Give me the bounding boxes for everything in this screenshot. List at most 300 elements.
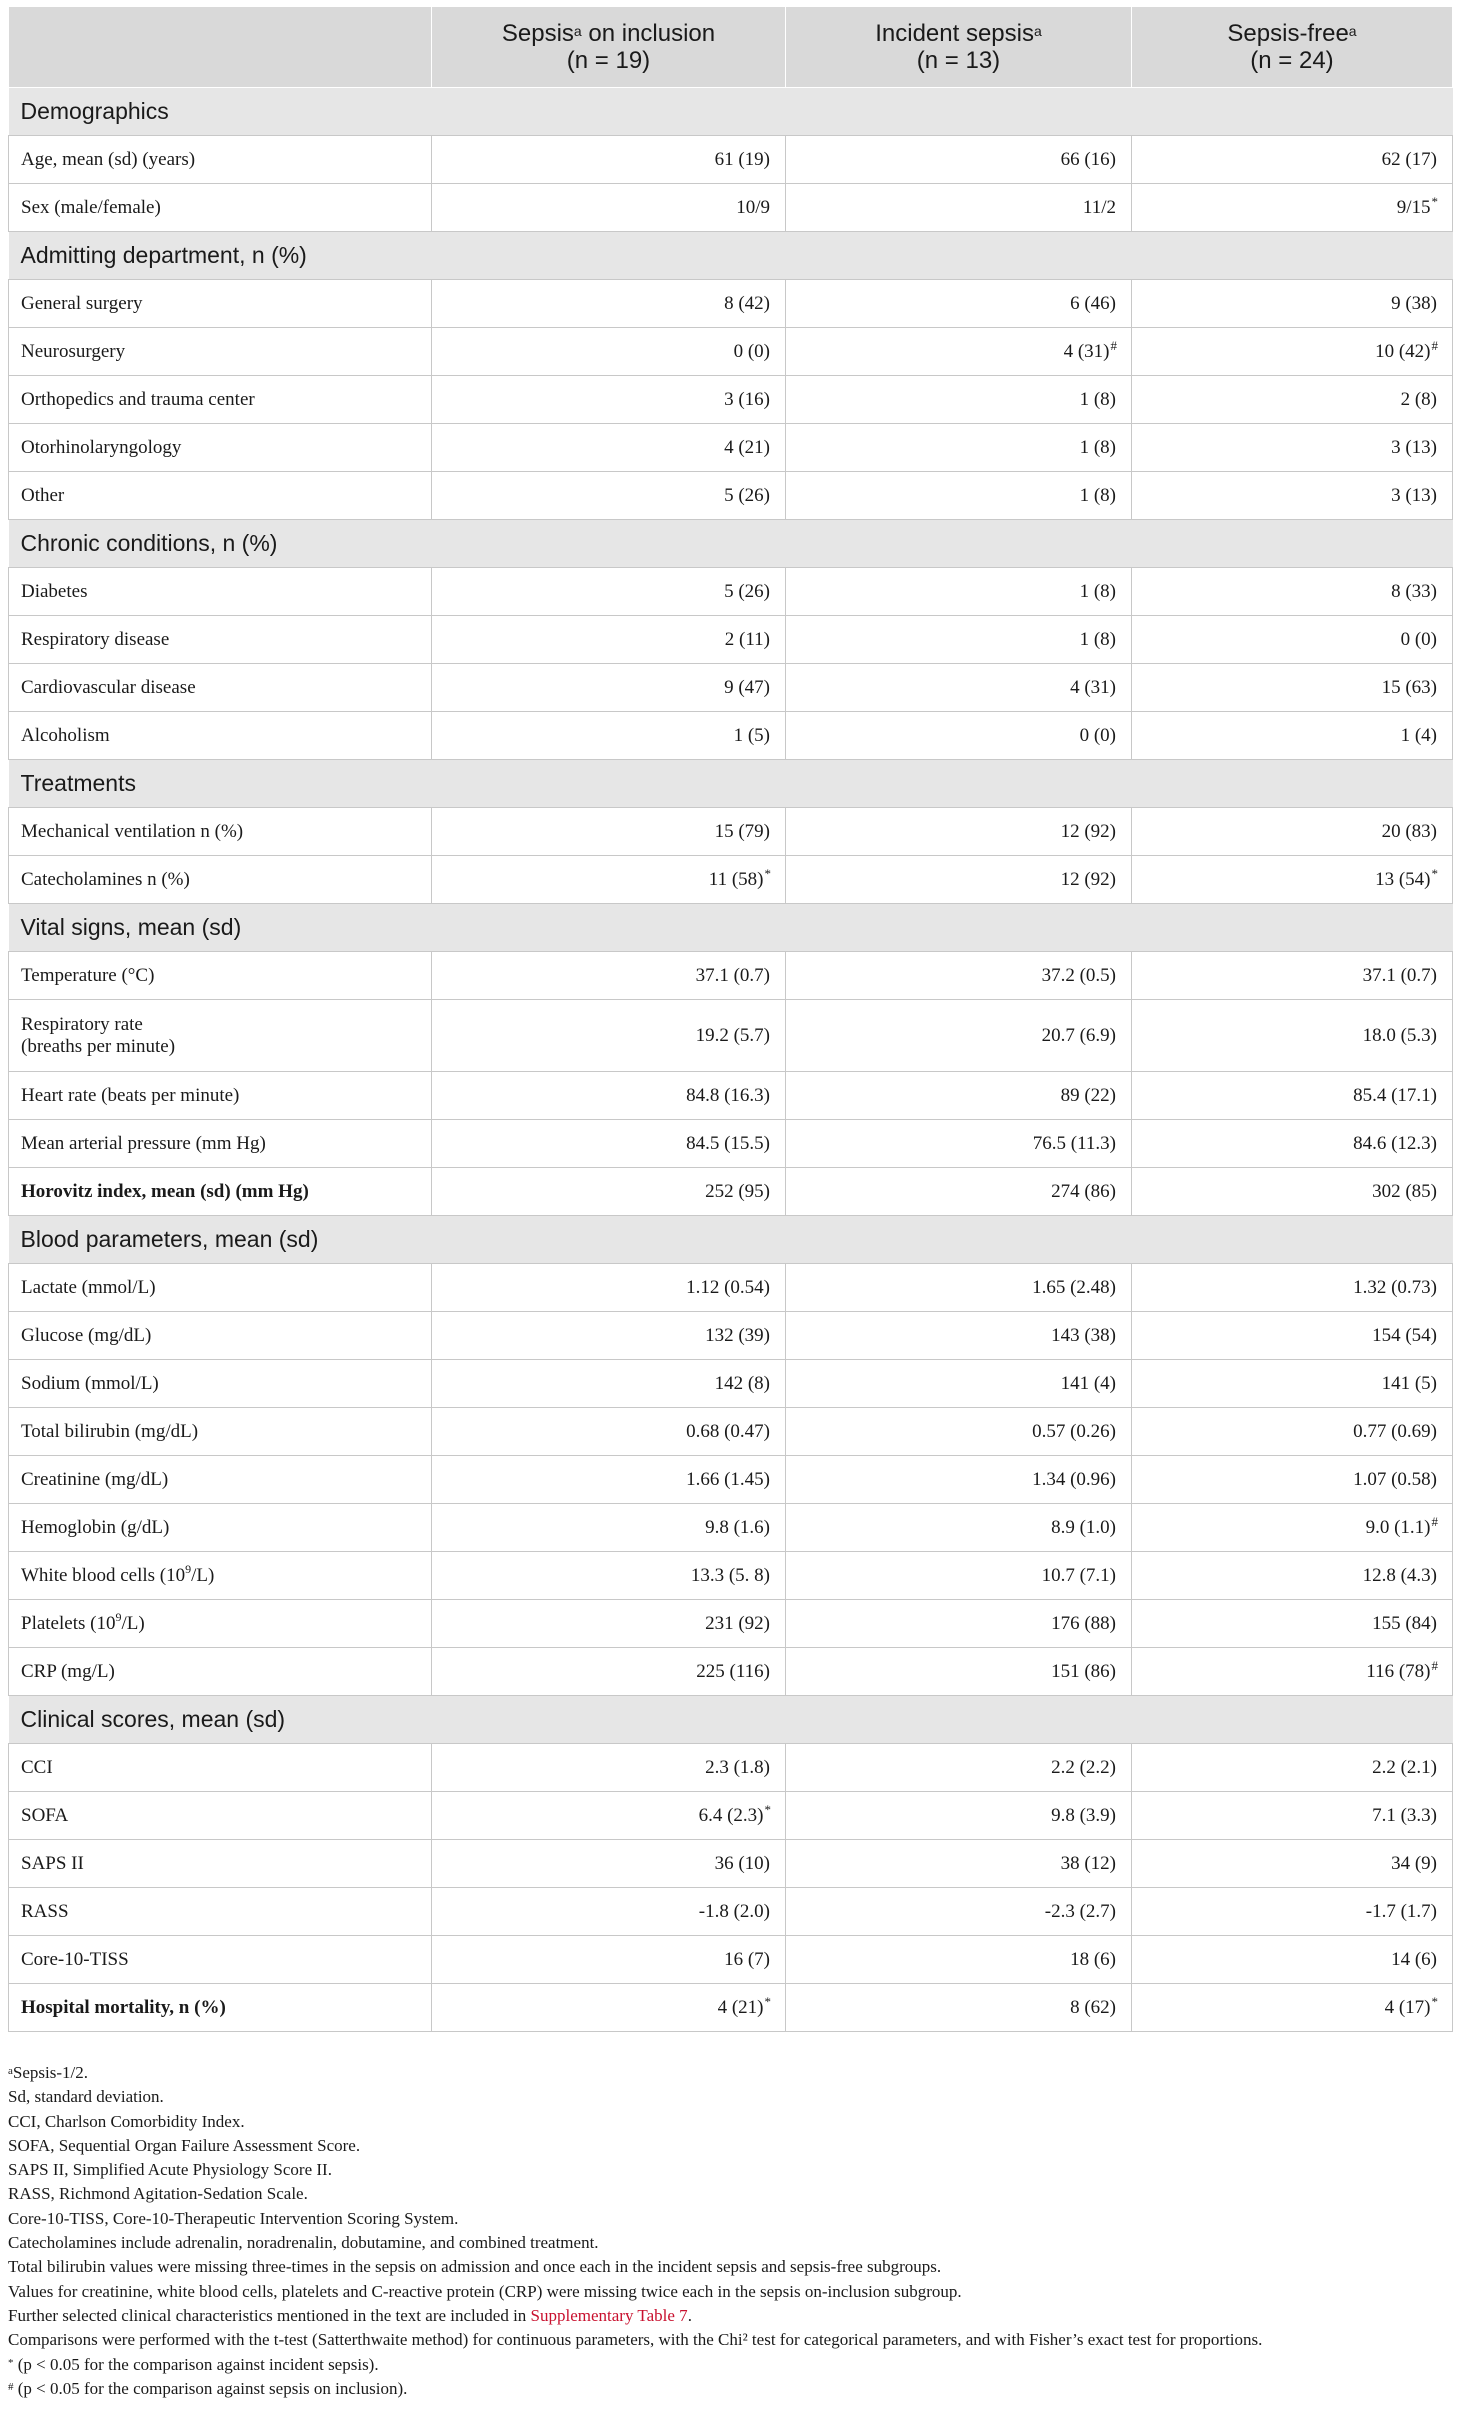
cell-value-text: 4 (31) <box>1063 340 1110 362</box>
cell-value-text: -1.7 (1.7) <box>1365 1900 1437 1922</box>
row-label <box>9 856 432 904</box>
cell-value-text: 132 (39) <box>705 1324 770 1346</box>
row-label-text: Glucose (mg/dL) <box>21 1324 152 1346</box>
column-header <box>9 7 432 88</box>
significance-marker: * <box>1431 1993 1438 2009</box>
row-label-text: SOFA <box>21 1804 69 1826</box>
row-label <box>9 1984 432 2032</box>
cell-value-text: 9.0 (1.1) <box>1365 1516 1431 1538</box>
footnote-text: Sd, standard deviation. <box>8 2087 164 2107</box>
cell-value <box>432 1792 786 1840</box>
cell-value <box>432 1984 786 2032</box>
cell-value <box>432 568 786 616</box>
cell-value <box>786 280 1132 328</box>
cell-value <box>1132 808 1453 856</box>
row-label-text: RASS <box>21 1900 69 1922</box>
footnote-text: (p < 0.05 for the comparison against sepsis on inclusion). <box>13 2378 408 2398</box>
cell-value-text: 1 (8) <box>1079 580 1116 602</box>
table-row <box>9 1168 1453 1216</box>
cell-value <box>432 616 786 664</box>
row-label <box>9 1600 432 1648</box>
footnote-text: Further selected clinical characteristics mentioned in the text are included in <box>8 2305 531 2325</box>
footnote-text: Values for creatinine, white blood cells, platelets and C-reactive protein (CRP) were missing twice each in the sepsis on-inclusion subgroup. <box>8 2281 962 2301</box>
cell-value <box>786 1648 1132 1696</box>
row-label-text: Core-10-TISS <box>21 1948 129 1970</box>
cell-value <box>786 472 1132 520</box>
cell-value <box>1132 856 1453 904</box>
table-row <box>9 1408 1453 1456</box>
cell-value <box>432 424 786 472</box>
cell-value <box>432 328 786 376</box>
section-title: Demographics <box>9 88 1453 136</box>
cell-value-text: 3 (13) <box>1391 484 1437 506</box>
cell-value <box>432 952 786 1000</box>
row-label-text: Temperature (°C) <box>21 964 155 986</box>
row-label <box>9 1408 432 1456</box>
cell-value <box>432 1936 786 1984</box>
cell-value <box>1132 1744 1453 1792</box>
cell-value-text: 20 (83) <box>1381 820 1437 842</box>
cell-value <box>786 1000 1132 1072</box>
section-title: Blood parameters, mean (sd) <box>9 1216 1453 1264</box>
cell-value <box>1132 328 1453 376</box>
row-label-text: Mechanical ventilation n (%) <box>21 820 244 842</box>
cell-value-text: 84.8 (16.3) <box>686 1084 770 1106</box>
cell-value-text: 302 (85) <box>1372 1180 1437 1202</box>
cell-value <box>432 808 786 856</box>
cell-value-text: 2 (11) <box>724 628 770 650</box>
significance-marker: * <box>1431 193 1438 209</box>
section-title: Admitting department, n (%) <box>9 232 1453 280</box>
cell-value-text: 4 (21) <box>717 1996 764 2018</box>
cell-value-text: 1.34 (0.96) <box>1032 1468 1116 1490</box>
cell-value-text: 4 (21) <box>724 436 770 458</box>
cell-value <box>786 1600 1132 1648</box>
row-label-text: Age, mean (sd) (years) <box>21 148 196 170</box>
cell-value-text: 1 (8) <box>1079 628 1116 650</box>
cell-value-text: 2 (8) <box>1400 388 1437 410</box>
row-label-text: Total bilirubin (mg/dL) <box>21 1420 199 1442</box>
cell-value-text: 4 (17) <box>1384 1996 1431 2018</box>
table-row <box>9 712 1453 760</box>
significance-marker: * <box>764 865 771 881</box>
cell-value-text: 9 (38) <box>1391 292 1437 314</box>
cell-value-text: 18.0 (5.3) <box>1362 1024 1437 1046</box>
cell-value-text: 2.3 (1.8) <box>705 1756 770 1778</box>
cell-value-text: 155 (84) <box>1372 1612 1437 1634</box>
table-row <box>9 1600 1453 1648</box>
cell-value <box>786 1504 1132 1552</box>
section-row <box>9 904 1453 952</box>
footnote <box>8 2304 1452 2328</box>
table-row <box>9 1312 1453 1360</box>
cell-value-text: 154 (54) <box>1372 1324 1437 1346</box>
table-row <box>9 856 1453 904</box>
footnote <box>8 2231 1452 2255</box>
row-label <box>9 184 432 232</box>
table-row <box>9 808 1453 856</box>
cell-value <box>432 1648 786 1696</box>
cell-value <box>786 712 1132 760</box>
cell-value <box>786 1552 1132 1600</box>
cell-value <box>786 1072 1132 1120</box>
cell-value-text: 66 (16) <box>1060 148 1116 170</box>
footnote <box>8 2353 1452 2377</box>
cell-value <box>1132 136 1453 184</box>
cell-value-text: 1.32 (0.73) <box>1353 1276 1437 1298</box>
cell-value-text: 10/9 <box>736 196 770 218</box>
footnote <box>8 2134 1452 2158</box>
cell-value-text: 89 (22) <box>1060 1084 1116 1106</box>
row-label-text: Lactate (mmol/L) <box>21 1276 156 1298</box>
cell-value <box>1132 1984 1453 2032</box>
footnote-text: CCI, Charlson Comorbidity Index. <box>8 2111 245 2131</box>
footnote-text: Sepsis-1/2. <box>12 2063 88 2082</box>
table-row <box>9 1072 1453 1120</box>
cell-value <box>1132 1936 1453 1984</box>
cell-value <box>1132 1456 1453 1504</box>
cell-value-text: 231 (92) <box>705 1612 770 1634</box>
cell-value <box>432 856 786 904</box>
table-row <box>9 1264 1453 1312</box>
row-label <box>9 472 432 520</box>
cell-value <box>1132 664 1453 712</box>
cell-value-text: 141 (5) <box>1381 1372 1437 1394</box>
row-label <box>9 1312 432 1360</box>
row-label-text: Cardiovascular disease <box>21 676 196 698</box>
table-row <box>9 616 1453 664</box>
row-label <box>9 1168 432 1216</box>
footnote-text: Catecholamines include adrenalin, noradrenalin, dobutamine, and combined treatment. <box>8 2233 599 2253</box>
row-label <box>9 1840 432 1888</box>
cell-value <box>786 664 1132 712</box>
cell-value-text: 14 (6) <box>1391 1948 1437 1970</box>
table-row <box>9 1840 1453 1888</box>
row-label <box>9 1360 432 1408</box>
cell-value-text: 76.5 (11.3) <box>1032 1132 1116 1154</box>
cell-value-text: 11/2 <box>1082 196 1116 218</box>
footnote-symbol: a <box>8 2065 13 2077</box>
cell-value <box>786 568 1132 616</box>
cell-value <box>432 136 786 184</box>
row-label <box>9 616 432 664</box>
row-label-text: Hospital mortality, n (%) <box>21 1996 226 2018</box>
row-label-text: Alcoholism <box>21 724 110 746</box>
cell-value <box>1132 280 1453 328</box>
row-label <box>9 952 432 1000</box>
cell-value <box>786 1168 1132 1216</box>
cell-value <box>1132 568 1453 616</box>
significance-marker: # <box>1110 337 1117 353</box>
row-label <box>9 664 432 712</box>
cell-value <box>432 1840 786 1888</box>
row-label-text: Neurosurgery <box>21 340 126 362</box>
cell-value-text: 1.65 (2.48) <box>1032 1276 1116 1298</box>
row-label-post: /L) <box>191 1564 215 1586</box>
table-row <box>9 1936 1453 1984</box>
table-row <box>9 472 1453 520</box>
cell-value <box>432 1000 786 1072</box>
row-label-text: Sodium (mmol/L) <box>21 1372 159 1394</box>
cell-value <box>786 1408 1132 1456</box>
column-header <box>1132 7 1453 88</box>
cell-value-text: 13.3 (5. 8) <box>690 1564 770 1586</box>
footnote-symbol: # <box>8 2380 14 2393</box>
significance-marker: # <box>1431 1657 1438 1673</box>
footnote-text: (p < 0.05 for the comparison against incident sepsis). <box>13 2354 379 2374</box>
cell-value-text: 36 (10) <box>714 1852 770 1874</box>
cell-value-text: 1.66 (1.45) <box>686 1468 770 1490</box>
cell-value <box>1132 1360 1453 1408</box>
row-label <box>9 1120 432 1168</box>
cell-value <box>1132 1504 1453 1552</box>
cell-value-text: 5 (26) <box>724 580 770 602</box>
cell-value <box>1132 1840 1453 1888</box>
table-row <box>9 1648 1453 1696</box>
cell-value <box>786 1744 1132 1792</box>
cell-value <box>786 376 1132 424</box>
row-label-text: CCI <box>21 1756 53 1778</box>
column-header-sup: a <box>1033 23 1042 39</box>
cell-value <box>1132 952 1453 1000</box>
cell-value-text: 252 (95) <box>705 1180 770 1202</box>
table-row <box>9 952 1453 1000</box>
row-label-text: General surgery <box>21 292 143 314</box>
cell-value-text: 143 (38) <box>1051 1324 1116 1346</box>
cell-value <box>432 1120 786 1168</box>
footnote <box>8 2110 1452 2134</box>
cell-value-text: 16 (7) <box>724 1948 770 1970</box>
row-label <box>9 280 432 328</box>
row-label-text: Respiratory disease <box>21 628 170 650</box>
row-label <box>9 1792 432 1840</box>
cell-value-text: 1 (5) <box>733 724 770 746</box>
footnote-text: Total bilirubin values were missing three-times in the sepsis on admission and once each in the incident sepsis and sepsis-free subgroups. <box>8 2257 942 2277</box>
cell-value-text: 12 (92) <box>1060 868 1116 890</box>
column-header-post: on inclusion <box>581 20 716 47</box>
cell-value-text: 10.7 (7.1) <box>1041 1564 1116 1586</box>
cell-value <box>432 1600 786 1648</box>
cell-value <box>432 184 786 232</box>
table-row <box>9 1456 1453 1504</box>
column-header-n: (n = 24) <box>1250 47 1334 74</box>
section-title: Clinical scores, mean (sd) <box>9 1696 1453 1744</box>
cell-value <box>786 1360 1132 1408</box>
row-label <box>9 568 432 616</box>
row-label <box>9 1000 432 1072</box>
cell-value-text: 3 (13) <box>1391 436 1437 458</box>
row-label-text: CRP (mg/L) <box>21 1660 115 1682</box>
cell-value-text: 8 (33) <box>1391 580 1437 602</box>
footnote <box>8 2158 1452 2182</box>
cell-value-text: 12 (92) <box>1060 820 1116 842</box>
cell-value-text: 37.2 (0.5) <box>1041 964 1116 986</box>
cell-value <box>1132 1888 1453 1936</box>
row-label-text: Platelets (10 <box>21 1612 116 1634</box>
table-row <box>9 376 1453 424</box>
cell-value <box>432 280 786 328</box>
table-row <box>9 1888 1453 1936</box>
cell-value-text: 4 (31) <box>1070 676 1116 698</box>
row-label <box>9 1072 432 1120</box>
cell-value <box>786 1264 1132 1312</box>
section-row <box>9 1216 1453 1264</box>
significance-marker: # <box>1431 1513 1438 1529</box>
footnote-text: SAPS II, Simplified Acute Physiology Score II. <box>8 2160 332 2180</box>
table-row <box>9 1504 1453 1552</box>
row-label-line2: (breaths per minute) <box>21 1035 176 1057</box>
cell-value <box>432 1168 786 1216</box>
cell-value-text: 61 (19) <box>714 148 770 170</box>
cell-value-text: 37.1 (0.7) <box>1362 964 1437 986</box>
footnote-text: Comparisons were performed with the t-test (Satterthwaite method) for continuous parameters, with the Chi² test for categorical parameters, and with Fisher’s exact test for proportions. <box>8 2330 1263 2350</box>
cell-value <box>432 376 786 424</box>
cell-value <box>786 1792 1132 1840</box>
significance-marker: # <box>1431 337 1438 353</box>
cell-value-text: 274 (86) <box>1051 1180 1116 1202</box>
cell-value <box>786 1312 1132 1360</box>
section-row <box>9 88 1453 136</box>
row-label <box>9 1456 432 1504</box>
row-label <box>9 1648 432 1696</box>
footnote <box>8 2061 1452 2085</box>
row-label-text: White blood cells (10 <box>21 1564 186 1586</box>
row-label-text: Diabetes <box>21 580 88 602</box>
table-footnotes <box>8 2061 1452 2401</box>
cell-value-text: 1 (8) <box>1079 388 1116 410</box>
cell-value-text: 141 (4) <box>1060 1372 1116 1394</box>
cell-value <box>1132 1312 1453 1360</box>
table-row <box>9 184 1453 232</box>
cell-value <box>786 1984 1132 2032</box>
significance-marker: * <box>764 1801 771 1817</box>
footnote-text-after: . <box>687 2305 692 2325</box>
cell-value-text: 6 (46) <box>1070 292 1116 314</box>
cell-value-text: 151 (86) <box>1051 1660 1116 1682</box>
row-label <box>9 1504 432 1552</box>
cell-value <box>432 712 786 760</box>
cell-value-text: 0.57 (0.26) <box>1032 1420 1116 1442</box>
table-row <box>9 280 1453 328</box>
cell-value <box>786 808 1132 856</box>
cell-value <box>432 1888 786 1936</box>
cell-value-text: 176 (88) <box>1051 1612 1116 1634</box>
cell-value-text: 20.7 (6.9) <box>1041 1024 1116 1046</box>
cell-value-text: 85.4 (17.1) <box>1353 1084 1437 1106</box>
row-label <box>9 328 432 376</box>
cell-value <box>1132 712 1453 760</box>
table-row <box>9 1744 1453 1792</box>
column-header-sup: a <box>573 23 582 39</box>
table-row <box>9 136 1453 184</box>
table-row <box>9 1120 1453 1168</box>
header-row <box>9 7 1453 88</box>
cell-value <box>432 472 786 520</box>
row-label-text: Heart rate (beats per minute) <box>21 1084 240 1106</box>
cell-value <box>432 1072 786 1120</box>
footnote <box>8 2207 1452 2231</box>
cell-value-text: 0.68 (0.47) <box>686 1420 770 1442</box>
cell-value <box>786 952 1132 1000</box>
cell-value-text: 9.8 (3.9) <box>1051 1804 1116 1826</box>
cell-value-text: 1 (8) <box>1079 436 1116 458</box>
cell-value-text: 15 (79) <box>714 820 770 842</box>
cell-value-text: 84.5 (15.5) <box>686 1132 770 1154</box>
table-row <box>9 1552 1453 1600</box>
cell-value-text: 0.77 (0.69) <box>1353 1420 1437 1442</box>
cell-value <box>432 664 786 712</box>
cell-value <box>1132 1120 1453 1168</box>
row-label <box>9 1744 432 1792</box>
cell-value-text: 1.07 (0.58) <box>1353 1468 1437 1490</box>
table-row <box>9 1000 1453 1072</box>
cell-value <box>432 1264 786 1312</box>
cell-value <box>1132 1600 1453 1648</box>
footnote <box>8 2085 1452 2109</box>
cell-value-text: 1.12 (0.54) <box>686 1276 770 1298</box>
cell-value <box>786 424 1132 472</box>
footnote-text: SOFA, Sequential Organ Failure Assessment Score. <box>8 2135 361 2155</box>
cell-value-text: 13 (54) <box>1375 868 1431 890</box>
cell-value <box>432 1456 786 1504</box>
footnote-symbol: * <box>8 2356 14 2369</box>
row-label-text: Otorhinolaryngology <box>21 436 182 458</box>
column-header <box>786 7 1132 88</box>
column-header-name: Sepsis <box>501 20 574 47</box>
cell-value <box>786 616 1132 664</box>
table-row <box>9 1792 1453 1840</box>
cell-value <box>786 1888 1132 1936</box>
cell-value <box>786 184 1132 232</box>
cell-value-text: 8 (42) <box>724 292 770 314</box>
table-row <box>9 424 1453 472</box>
cell-value <box>432 1312 786 1360</box>
row-label <box>9 1936 432 1984</box>
cell-value <box>786 328 1132 376</box>
cell-value-text: 116 (78) <box>1366 1660 1431 1682</box>
cell-value <box>1132 1648 1453 1696</box>
cell-value-text: 0 (0) <box>733 340 770 362</box>
cell-value <box>786 136 1132 184</box>
row-label <box>9 712 432 760</box>
footnote <box>8 2328 1452 2352</box>
supplementary-table-link[interactable]: Supplementary Table 7 <box>530 2305 688 2325</box>
row-label-text: Hemoglobin (g/dL) <box>21 1516 170 1538</box>
row-label-text: Catecholamines n (%) <box>21 868 190 890</box>
cell-value <box>432 1504 786 1552</box>
cell-value-text: 2.2 (2.1) <box>1372 1756 1437 1778</box>
cell-value-text: 5 (26) <box>724 484 770 506</box>
section-row <box>9 760 1453 808</box>
table-row <box>9 568 1453 616</box>
cell-value <box>1132 1000 1453 1072</box>
cell-value <box>432 1552 786 1600</box>
row-label-text: Respiratory rate <box>21 1013 143 1035</box>
cell-value <box>1132 376 1453 424</box>
footnote <box>8 2255 1452 2279</box>
row-label-text: Creatinine (mg/dL) <box>21 1468 169 1490</box>
cell-value <box>1132 1264 1453 1312</box>
section-row <box>9 232 1453 280</box>
row-label <box>9 136 432 184</box>
cell-value-text: 18 (6) <box>1070 1948 1116 1970</box>
table-row <box>9 664 1453 712</box>
cell-value <box>432 1360 786 1408</box>
cell-value <box>786 1936 1132 1984</box>
section-title: Treatments <box>9 760 1453 808</box>
cell-value-text: 6.4 (2.3) <box>698 1804 764 1826</box>
column-header-n: (n = 13) <box>916 47 1001 74</box>
